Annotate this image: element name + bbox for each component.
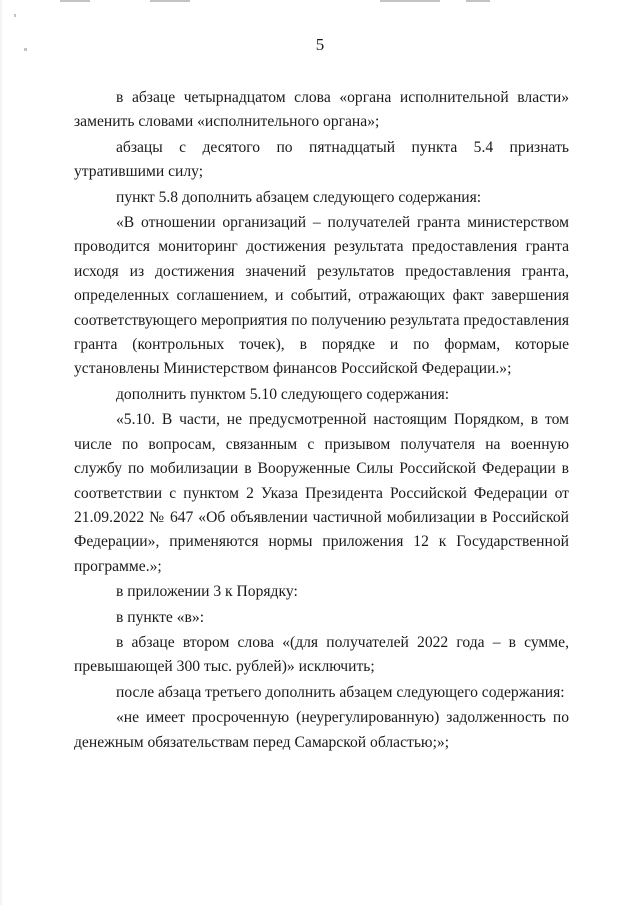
scan-artifact (60, 0, 90, 2)
page-number: 5 (315, 35, 325, 54)
paragraph: в приложении 3 к Порядку: (116, 583, 298, 601)
paragraph: «5.10. В части, не предусмотренной настоящим Порядком, в том числе по вопросам, связанным с призывом получателя на военную службу по мобилизации в Вооруженные Силы Российской Федерации в соответствии с пунктом 2 Указа Президента Российской Федерации от 21.09.2022 № 647 «Об объявлении частичной мобилизации в Российской Федерации», применяются нормы приложения 12 к Государственной программе.»; (74, 411, 569, 575)
paragraph: пункт 5.8 дополнить абзацем следующего содержания: (116, 188, 482, 206)
scan-artifact (150, 0, 190, 2)
paragraph: в абзаце втором слова «(для получателей 2022 года – в сумме, превышающей 300 тыс. рублей)» исключить; (74, 633, 569, 676)
scan-artifact (380, 0, 440, 2)
paragraph: «не имеет просроченную (неурегулированную) задолженность по денежным обязательствам перед Самарской областью;»; (74, 709, 569, 751)
scan-artifact (14, 14, 16, 17)
paragraph: абзацы с десятого по пятнадцатый пункта 5.4 признать утратившими силу; (74, 138, 569, 181)
paragraph: после абзаца третьего дополнить абзацем следующего содержания: (116, 683, 565, 701)
paragraph: в пункте «в»: (116, 608, 205, 626)
paragraph: дополнить пунктом 5.10 следующего содержания: (116, 385, 450, 403)
paragraph: «В отношении организаций – получателей гранта министерством проводится мониторинг достижения результата предоставления гранта исходя из достижения значений результатов предоставления гранта, определенных соглашением, и событий, отражающих факт завершения соответствующего мероприятия по получению результата предоставления гранта (контрольных точек), в порядке и по формам, которые установлены Министерством финансов Российской Федерации.»; (74, 214, 569, 378)
paragraph: в абзаце четырнадцатом слова «органа исполнительной власти» заменить словами «исполнительного органа»; (74, 89, 569, 131)
scan-artifact (466, 0, 490, 2)
document-body (74, 86, 569, 756)
scan-edge-shadow (0, 0, 3, 905)
